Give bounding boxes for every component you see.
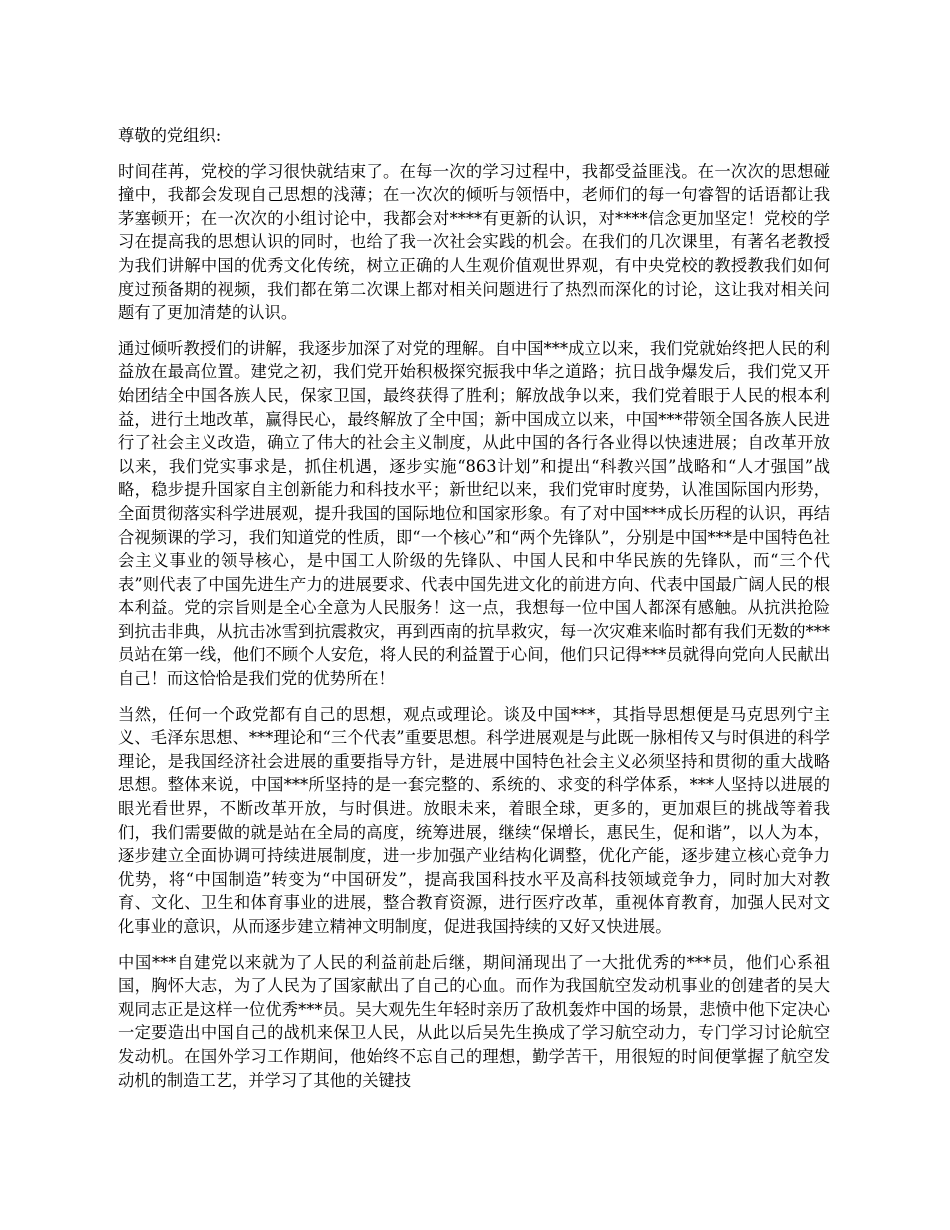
paragraph-3: 当然，任何一个政党都有自己的思想，观点或理论。谈及中国***，其指导思想便是马克思列宁主义、毛泽东思想、***理论和“三个代表”重要思想。科学进展观是与此既一脉相传又与时俱进的科学理论，是我国经济社会进展的重要指导方针，是进展中国特色社会主义必须坚持和贯彻的重大战略思想。整体来说，中国***所坚持的是一套完整的、系统的、求变的科学体系，***人坚持以进展的眼光看世界，不断改革开放，与时俱进。放眼未来，着眼全球，更多的，更加艰巨的挑战等着我们，我们需要做的就是站在全局的高度，统筹进展，继续“保增长，惠民生，促和谐”，以人为本，逐步建立全面协调可持续进展制度，进一步加强产业结构化调整，优化产能，逐步建立核心竞争力优势，将“中国制造”转变为“中国研发”，提高我国科技水平及高科技领域竞争力，同时加大对教育、文化、卫生和体育事业的进展，整合教育资源，进行医疗改革，重视体育教育，加强人民对文化事业的意识，从而逐步建立精神文明制度，促进我国持续的又好又快进展。 xyxy=(118,704,830,936)
paragraph-2: 通过倾听教授们的讲解，我逐步加深了对党的理解。自中国***成立以来，我们党就始终把人民的利益放在最高位置。建党之初，我们党开始积极探究振我中华之道路；抗日战争爆发后，我们党又开始团结全中国各族人民，保家卫国，最终获得了胜利；解放战争以来，我们党着眼于人民的根本利益，进行土地改革，赢得民心，最终解放了全中国；新中国成立以来，中国***带领全国各族人民进行了社会主义改造，确立了伟大的社会主义制度，从此中国的各行各业得以快速进展；自改革开放以来，我们党实事求是，抓住机遇，逐步实施“863计划”和提出“科教兴国”战略和“人才强国”战略，稳步提升国家自主创新能力和科技水平；新世纪以来，我们党审时度势，认准国际国内形势，全面贯彻落实科学进展观，提升我国的国际地位和国家形象。有了对中国***成长历程的认识，再结合视频课的学习，我们知道党的性质，即“一个核心”和“两个先锋队”，分别是中国***是中国特色社会主义事业的领导核心，是中国工人阶级的先锋队、中国人民和中华民族的先锋队，而“三个代表”则代表了中国先进生产力的进展要求、代表中国先进文化的前进方向、代表中国最广阔人民的根本利益。党的宗旨则是全心全意为人民服务！这一点，我想每一位中国人都深有感触。从抗洪抢险到抗击非典，从抗击冰雪到抗震救灾，再到西南的抗旱救灾，每一次灾难来临时都有我们无数的***员站在第一线，他们不顾个人安危，将人民的利益置于心间，他们只记得***员就得向党向人民献出自己！而这恰恰是我们党的优势所在！ xyxy=(118,338,830,689)
paragraph-4: 中国***自建党以来就为了人民的利益前赴后继，期间涌现出了一大批优秀的***员，他们心系祖国，胸怀大志，为了人民为了国家献出了自己的心血。而作为我国航空发动机事业的创建者的吴大观同志正是这样一位优秀***员。吴大观先生年轻时亲历了敌机轰炸中国的场景，悲愤中他下定决心一定要造出中国自己的战机来保卫人民，从此以后吴先生换成了学习航空动力，专门学习讨论航空发动机。在国外学习工作期间，他始终不忘自己的理想，勤学苦干，用很短的时间便掌握了航空发动机的制造工艺，并学习了其他的关键技 xyxy=(118,952,830,1090)
paragraph-1: 时间荏苒，党校的学习很快就结束了。在每一次的学习过程中，我都受益匪浅。在一次次的思想碰撞中，我都会发现自己思想的浅薄；在一次次的倾听与领悟中，老师们的每一句睿智的话语都让我茅塞顿开；在一次次的小组讨论中，我都会对****有更新的认识，对****信念更加坚定！党校的学习在提高我的思想认识的同时，也给了我一次社会实践的机会。在我们的几次课里，有著名老教授为我们讲解中国的优秀文化传统，树立正确的人生观价值观世界观，有中央党校的教授教我们如何度过预备期的视频，我们都在第二次课上都对相关问题进行了热烈而深化的讨论，这让我对相关问题有了更加清楚的认识。 xyxy=(118,161,830,323)
salutation: 尊敬的党组织: xyxy=(118,126,222,145)
letter-body xyxy=(118,124,830,1104)
